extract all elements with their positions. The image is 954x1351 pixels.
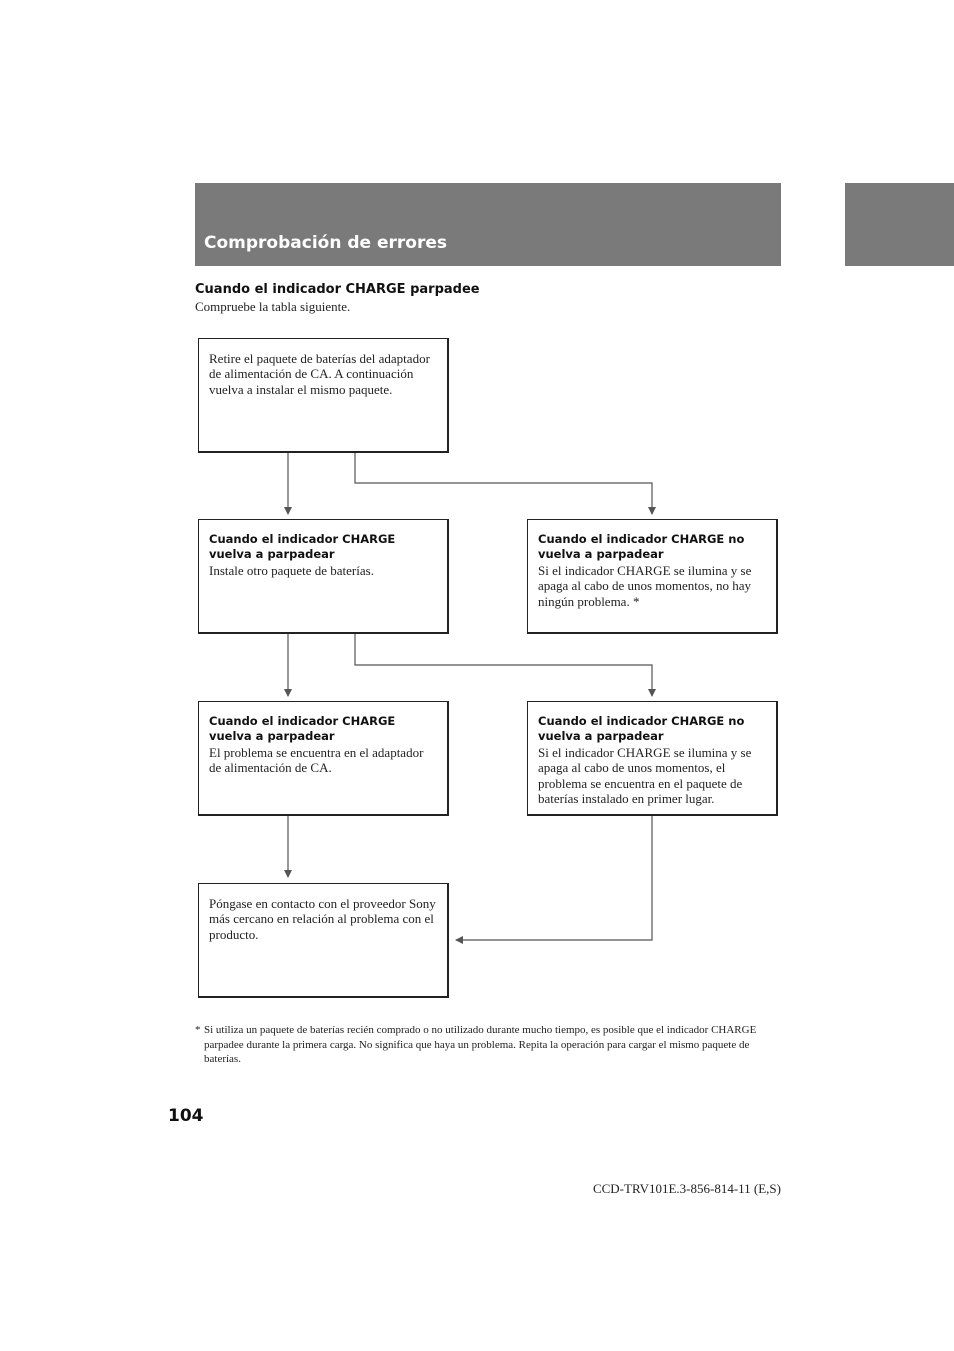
- connector-start-to-step1-no-blink: [355, 453, 652, 514]
- flow-box-final-text: Póngase en contacto con el proveedor Sony más cercano en relación al problema con el producto.: [209, 896, 436, 942]
- connector-step2-no-blink-to-final: [456, 816, 652, 940]
- footnote: [195, 1023, 783, 1067]
- flow-box-step1-no-blink-text: Si el indicador CHARGE se ilumina y se apaga al cabo de unos momentos, no hay ningún problema. *: [538, 562, 752, 609]
- flow-box-step1-no-blink: [527, 519, 778, 634]
- flow-box-step2-no-blink-text: Si el indicador CHARGE se ilumina y se apaga al cabo de unos momentos, el problema se encuentra en el paquete de baterías instalado en primer lugar.: [538, 744, 752, 807]
- document-code: CCD-TRV101E.3-856-814-11 (E,S): [592, 1181, 781, 1196]
- flow-box-step2-no-blink: [527, 701, 778, 816]
- footnote-text: Si utiliza un paquete de baterías recién comprado o no utilizado durante mucho tiempo, es posible que el indicador CHARGE parpadee durante la primera carga. No significa que haya un problema. Repita la operación para cargar el mismo paquete de baterías.: [204, 1024, 757, 1065]
- page-number: 104: [168, 1106, 204, 1126]
- flow-box-step2-blinks-text: El problema se encuentra en el adaptador de alimentación de CA.: [209, 744, 424, 776]
- flow-box-step1-blinks: [198, 519, 449, 634]
- flow-box-step2-no-blink-heading: Cuando el indicador CHARGE no vuelva a parpadear: [538, 714, 745, 744]
- flow-box-start: [198, 338, 449, 453]
- footnote-mark: *: [195, 1024, 201, 1036]
- flow-box-step2-blinks: [198, 701, 449, 816]
- flow-box-step1-blinks-text: Instale otro paquete de baterías.: [209, 562, 374, 578]
- section-title: Cuando el indicador CHARGE parpadee: [195, 282, 480, 297]
- flow-box-step1-no-blink-heading: Cuando el indicador CHARGE no vuelva a parpadear: [538, 532, 745, 562]
- flow-box-step1-blinks-heading: Cuando el indicador CHARGE vuelva a parpadear: [209, 532, 396, 562]
- page-title: Comprobación de errores: [204, 233, 447, 253]
- flow-box-start-text: Retire el paquete de baterías del adaptador de alimentación de CA. A continuación vuelva a instalar el mismo paquete.: [209, 351, 430, 397]
- section-intro: Compruebe la tabla siguiente.: [195, 299, 351, 314]
- flow-box-final: [198, 883, 449, 998]
- flow-box-step2-blinks-heading: Cuando el indicador CHARGE vuelva a parpadear: [209, 714, 396, 744]
- connector-step1-to-step2-no-blink: [355, 634, 652, 696]
